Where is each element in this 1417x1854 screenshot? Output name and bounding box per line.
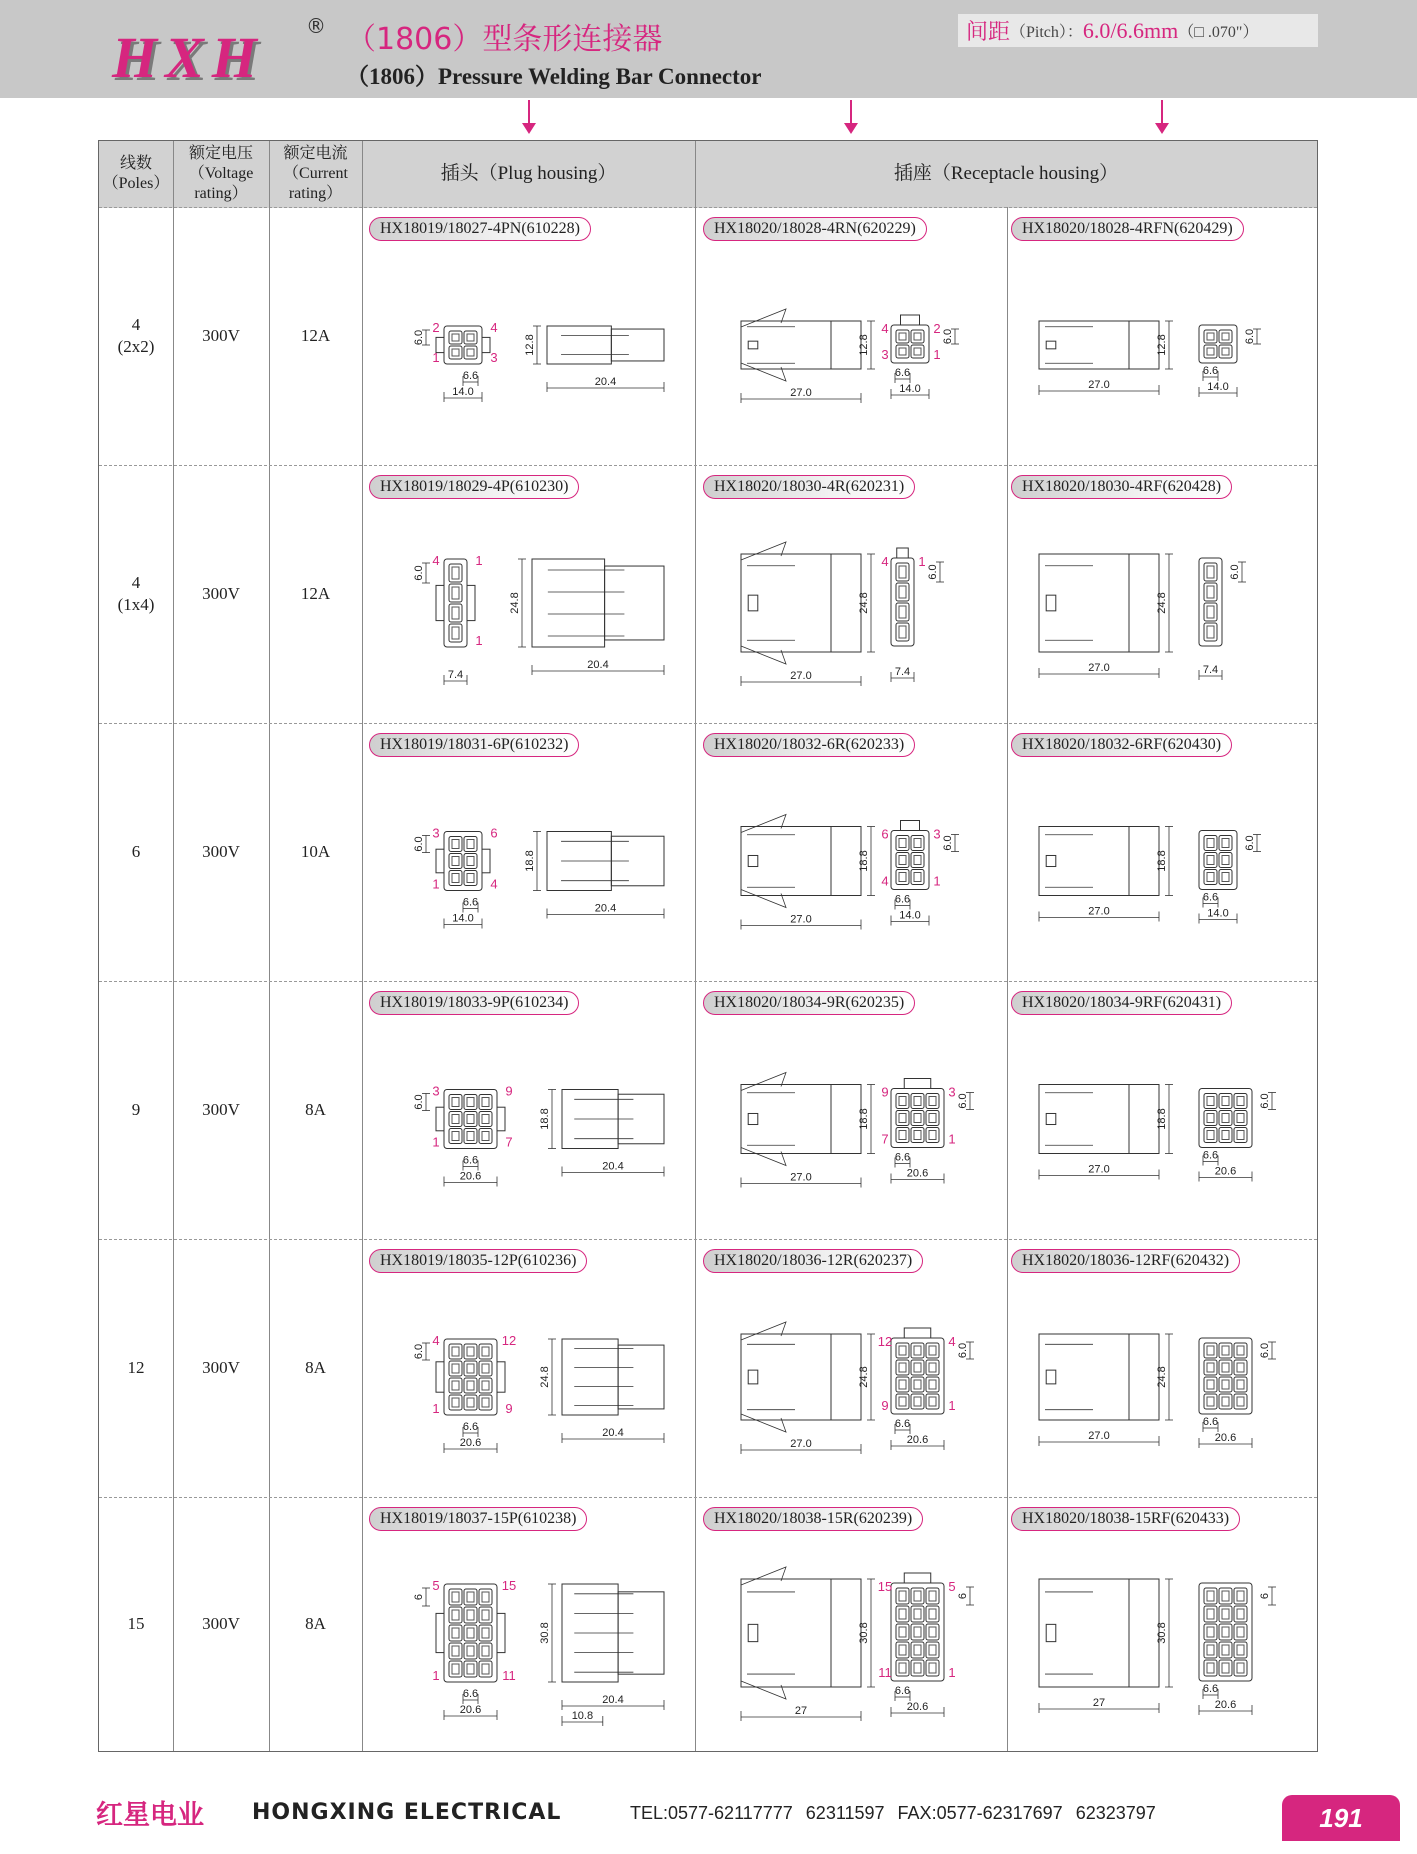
dimension-label: 20.4 — [602, 1694, 624, 1706]
hxh-logo: HXH — [112, 25, 265, 90]
header-current-en: （Current — [283, 165, 348, 182]
dimension-label: 6.0 — [413, 1094, 425, 1110]
title-chinese: （1806）型条形连接器 — [346, 22, 663, 57]
dimension-label: 12.8 — [524, 334, 536, 356]
dimension-label: 18.8 — [539, 1108, 551, 1130]
pin-number: 4 — [490, 876, 498, 892]
pin-number: 1 — [432, 350, 440, 365]
pin-number: 12 — [501, 1333, 517, 1348]
current-cell-value: 8A — [305, 1100, 326, 1119]
voltage-cell-value: 300V — [202, 584, 240, 603]
dimension-label: 6.6 — [894, 1418, 911, 1430]
header-receptacle: 插座（Receptacle housing） — [893, 163, 1119, 184]
header-poles — [99, 141, 173, 207]
column-divider — [362, 141, 363, 1751]
arrow-down-icon — [850, 100, 852, 126]
pin-number: 1 — [432, 876, 440, 892]
current-cell — [269, 723, 362, 981]
dimension-label: 24.8 — [509, 592, 521, 614]
dimension-label: 27 — [794, 1705, 808, 1717]
dimension-label: 6 — [413, 1593, 425, 1601]
dimension-label: 6.0 — [413, 836, 425, 852]
dimension-label: 6.6 — [462, 1421, 479, 1433]
current-cell-value: 12A — [300, 326, 331, 345]
current-cell — [269, 1497, 362, 1751]
footer-contact: TEL:0577-62117777 62311597 FAX:0577-62317697 62323797 — [630, 1803, 1156, 1823]
voltage-cell — [173, 723, 269, 981]
table-header — [99, 141, 1317, 208]
dimension-label: 24.8 — [539, 1366, 551, 1388]
dimension-label: 14.0 — [1207, 907, 1229, 920]
receptacle-flange-drawing — [1009, 251, 1315, 459]
pin-number: 1 — [432, 1401, 440, 1416]
pin-number: 9 — [881, 1398, 889, 1413]
pin-number: 3 — [432, 1083, 440, 1099]
dimension-label: 20.4 — [602, 1427, 624, 1439]
dimension-label: 27.0 — [790, 913, 812, 926]
pin-number: 1 — [948, 1665, 956, 1680]
dimension-label: 14.0 — [899, 909, 921, 922]
receptacle-flange-drawing — [1009, 509, 1315, 717]
plug-part-number: HX18019/18031-6P(610232) — [369, 733, 579, 757]
pitch-box — [958, 14, 1318, 47]
poles-cell — [99, 1497, 173, 1751]
poles-cell — [99, 207, 173, 465]
dimension-label: 27.0 — [1088, 662, 1110, 674]
pin-number: 2 — [933, 321, 941, 336]
receptacle-housing-drawing — [701, 509, 1007, 717]
dimension-label: 6.0 — [1244, 835, 1256, 851]
pin-number: 3 — [490, 350, 498, 365]
voltage-cell-value: 300V — [202, 1614, 240, 1633]
dimension-label: 27.0 — [790, 387, 812, 399]
dimension-label: 6.6 — [462, 370, 479, 382]
pin-number: 1 — [948, 1131, 956, 1147]
voltage-cell — [173, 1497, 269, 1751]
current-cell-value: 12A — [300, 584, 331, 603]
arrow-down-icon — [1161, 100, 1163, 126]
poles-cell-value: 15 — [127, 1614, 145, 1633]
plug-housing-drawing — [374, 1541, 674, 1745]
dimension-label: 30.8 — [1156, 1622, 1168, 1644]
dimension-label: 6.6 — [462, 1154, 479, 1167]
header-current-en2: rating） — [288, 185, 343, 202]
dimension-label: 20.6 — [906, 1434, 929, 1446]
header-voltage-en2: rating） — [194, 185, 248, 202]
header-current-cn: 额定电流 — [283, 145, 348, 162]
pin-number: 4 — [881, 873, 889, 889]
receptacle-housing-drawing — [701, 251, 1007, 459]
dimension-label: 20.4 — [594, 902, 617, 915]
dimension-label: 6.6 — [1202, 1683, 1219, 1695]
footer-brand-en: HONGXING ELECTRICAL — [252, 1800, 562, 1825]
dimension-label: 20.6 — [459, 1170, 482, 1183]
current-cell-value: 10A — [300, 842, 331, 861]
pin-number: 3 — [933, 826, 941, 842]
dimension-label: 7.4 — [447, 669, 464, 681]
receptacle-flange-drawing — [1009, 1025, 1315, 1233]
voltage-cell — [173, 465, 269, 723]
dimension-label: 6.6 — [462, 896, 479, 909]
receptacle-housing-drawing — [701, 767, 1007, 975]
voltage-cell — [173, 981, 269, 1239]
dimension-label: 27.0 — [1088, 1430, 1110, 1442]
dimension-label: 27.0 — [790, 670, 812, 682]
dimension-label: 20.6 — [906, 1167, 929, 1180]
dimension-label: 10.8 — [571, 1710, 594, 1722]
poles-cell-value: 4 — [131, 315, 141, 334]
dimension-label: 20.6 — [1214, 1699, 1237, 1711]
dimension-label: 6.6 — [894, 1151, 911, 1164]
voltage-cell-value: 300V — [202, 1100, 240, 1119]
current-cell — [269, 1239, 362, 1497]
receptacle-flange-drawing — [1009, 767, 1315, 975]
poles-cell-sub: (1x4) — [117, 595, 155, 614]
dimension-label: 6.6 — [894, 893, 911, 906]
header-current — [269, 141, 362, 207]
pin-number: 9 — [505, 1083, 513, 1099]
dimension-label: 18.8 — [858, 850, 870, 872]
dimension-label: 6.0 — [1244, 328, 1256, 345]
column-divider — [1007, 207, 1008, 1751]
pin-number: 9 — [881, 1084, 889, 1100]
pin-number: 5 — [948, 1579, 956, 1594]
receptacle-part-number: HX18020/18030-4R(620231) — [703, 475, 915, 499]
dimension-label: 6.0 — [413, 329, 425, 346]
page-header — [0, 0, 1417, 98]
dimension-label: 6.0 — [927, 564, 939, 580]
dimension-label: 27 — [1092, 1697, 1106, 1709]
dimension-label: 12.8 — [1156, 334, 1168, 356]
dimension-label: 14.0 — [1207, 381, 1229, 393]
page-number: 191 — [1282, 1795, 1400, 1841]
poles-cell — [99, 981, 173, 1239]
dimension-label: 27.0 — [1088, 905, 1110, 918]
dimension-label: 12.8 — [858, 334, 870, 356]
dimension-label: 7.4 — [894, 666, 911, 678]
pin-number: 11 — [878, 1665, 892, 1680]
pin-number: 9 — [505, 1401, 513, 1416]
dimension-label: 6.6 — [1202, 891, 1219, 904]
pin-number: 4 — [881, 321, 889, 336]
dimension-label: 20.6 — [459, 1704, 482, 1716]
pin-number: 4 — [432, 1333, 440, 1348]
registered-mark: ® — [306, 14, 326, 38]
pin-number: 11 — [502, 1668, 516, 1683]
pitch-value: 6.0/6.6mm — [1082, 17, 1179, 43]
dimension-label: 20.4 — [602, 1160, 624, 1173]
pin-number: 7 — [505, 1134, 513, 1150]
dimension-label: 20.6 — [906, 1701, 929, 1713]
receptacle-part-number: HX18020/18028-4RN(620229) — [703, 217, 927, 241]
pin-number: 4 — [490, 320, 498, 335]
dimension-label: 24.8 — [858, 592, 870, 614]
header-voltage-cn: 额定电压 — [188, 145, 253, 162]
receptacle-flange-part-number: HX18020/18034-9RF(620431) — [1011, 991, 1232, 1015]
dimension-label: 6.0 — [413, 1343, 425, 1360]
pin-number: 1 — [933, 347, 941, 362]
dimension-label: 6 — [1259, 1592, 1271, 1600]
pin-number: 4 — [948, 1334, 956, 1349]
dimension-label: 6.6 — [894, 367, 911, 379]
dimension-label: 6.0 — [957, 1342, 969, 1359]
receptacle-part-number: HX18020/18034-9R(620235) — [703, 991, 915, 1015]
poles-cell-value: 4 — [131, 573, 141, 592]
pitch-inch: （□ .070"） — [1178, 24, 1259, 41]
dimension-label: 24.8 — [1156, 1366, 1168, 1388]
current-cell-value: 8A — [305, 1358, 326, 1377]
dimension-label: 6.0 — [957, 1093, 969, 1109]
receptacle-part-number: HX18020/18036-12R(620237) — [703, 1249, 923, 1273]
dimension-label: 20.4 — [587, 659, 609, 671]
pin-number: 3 — [948, 1084, 956, 1100]
header-poles-en: （Poles） — [102, 175, 170, 192]
plug-part-number: HX18019/18035-12P(610236) — [369, 1249, 587, 1273]
dimension-label: 6.0 — [1259, 1342, 1271, 1359]
dimension-label: 18.8 — [524, 850, 536, 872]
pitch-cn: 间距 — [966, 19, 1011, 44]
dimension-label: 30.8 — [539, 1622, 551, 1644]
receptacle-flange-part-number: HX18020/18038-15RF(620433) — [1011, 1507, 1240, 1531]
poles-cell — [99, 465, 173, 723]
pin-number: 4 — [432, 553, 440, 568]
pin-number: 6 — [490, 825, 498, 841]
plug-housing-drawing — [374, 1025, 674, 1233]
dimension-label: 24.8 — [1156, 592, 1168, 614]
receptacle-part-number: HX18020/18032-6R(620233) — [703, 733, 915, 757]
pin-number: 15 — [501, 1578, 517, 1593]
dimension-label: 27.0 — [790, 1171, 812, 1184]
pin-number: 6 — [881, 826, 889, 842]
dimension-label: 27.0 — [790, 1438, 812, 1450]
dimension-label: 30.8 — [858, 1622, 870, 1644]
dimension-label: 27.0 — [1088, 379, 1110, 391]
poles-cell — [99, 723, 173, 981]
dimension-label: 7.4 — [1202, 664, 1219, 676]
header-poles-cn: 线数 — [119, 155, 152, 172]
receptacle-part-number: HX18020/18038-15R(620239) — [703, 1507, 923, 1531]
voltage-cell — [173, 207, 269, 465]
dimension-label: 24.8 — [858, 1366, 870, 1388]
dimension-label: 6.6 — [1202, 1149, 1219, 1162]
receptacle-flange-part-number: HX18020/18032-6RF(620430) — [1011, 733, 1232, 757]
receptacle-flange-drawing — [1009, 1283, 1315, 1491]
dimension-label: 6.6 — [1202, 1416, 1219, 1428]
pin-number: 12 — [877, 1334, 893, 1349]
plug-part-number: HX18019/18037-15P(610238) — [369, 1507, 587, 1531]
dimension-label: 6.6 — [462, 1688, 479, 1700]
dimension-label: 18.8 — [1156, 1108, 1168, 1130]
poles-cell-value: 9 — [131, 1100, 141, 1119]
dimension-label: 6.0 — [942, 835, 954, 851]
dimension-label: 14.0 — [452, 386, 474, 398]
dimension-label: 6 — [957, 1592, 969, 1600]
plug-part-number: HX18019/18029-4P(610230) — [369, 475, 579, 499]
dimension-label: 6.6 — [894, 1685, 911, 1697]
pin-number: 1 — [432, 1668, 440, 1683]
plug-part-number: HX18019/18027-4PN(610228) — [369, 217, 591, 241]
receptacle-flange-part-number: HX18020/18028-4RFN(620429) — [1011, 217, 1244, 241]
voltage-cell-value: 300V — [202, 1358, 240, 1377]
dimension-label: 20.6 — [459, 1437, 482, 1449]
footer-brand-cn: 红星电业 — [96, 1800, 204, 1831]
dimension-label: 6.0 — [1259, 1093, 1271, 1109]
dimension-label: 14.0 — [899, 383, 921, 395]
header-voltage — [173, 141, 269, 207]
plug-part-number: HX18019/18033-9P(610234) — [369, 991, 579, 1015]
poles-cell — [99, 1239, 173, 1497]
dimension-label: 6.0 — [942, 328, 954, 345]
arrow-down-icon — [528, 100, 530, 126]
receptacle-flange-part-number: HX18020/18036-12RF(620432) — [1011, 1249, 1240, 1273]
voltage-cell-value: 300V — [202, 326, 240, 345]
current-cell — [269, 207, 362, 465]
pin-number: 1 — [948, 1398, 956, 1413]
pin-number: 4 — [881, 554, 889, 569]
pin-number: 2 — [432, 320, 440, 335]
pin-number: 3 — [432, 825, 440, 841]
dimension-label: 14.0 — [452, 912, 474, 925]
poles-cell-value: 6 — [131, 842, 141, 861]
voltage-cell-value: 300V — [202, 842, 240, 861]
plug-housing-drawing — [374, 509, 674, 717]
dimension-label: 6.6 — [1202, 365, 1219, 377]
plug-housing-drawing — [374, 767, 674, 975]
pin-number: 3 — [881, 347, 889, 362]
pin-number: 1 — [918, 554, 926, 569]
dimension-label: 20.6 — [1214, 1432, 1237, 1444]
dimension-label: 18.8 — [858, 1108, 870, 1130]
current-cell — [269, 981, 362, 1239]
header-plug: 插头（Plug housing） — [440, 163, 617, 184]
header-voltage-en: （Voltage — [188, 165, 254, 182]
receptacle-flange-part-number: HX18020/18030-4RF(620428) — [1011, 475, 1232, 499]
pin-number: 1 — [475, 553, 483, 568]
pin-number: 1 — [432, 1134, 440, 1150]
column-divider — [695, 141, 696, 1751]
dimension-label: 20.4 — [594, 376, 617, 388]
receptacle-housing-drawing — [701, 1283, 1007, 1491]
dimension-label: 6.0 — [413, 565, 425, 581]
dimension-label: 6.0 — [1229, 564, 1241, 580]
plug-housing-drawing — [374, 251, 674, 459]
receptacle-housing-drawing — [701, 1025, 1007, 1233]
poles-cell-sub: (2x2) — [117, 337, 155, 356]
pitch-label: （Pitch）： — [1010, 24, 1083, 41]
poles-cell-value: 12 — [127, 1358, 145, 1377]
pin-number: 1 — [933, 873, 941, 889]
receptacle-flange-drawing — [1009, 1541, 1315, 1745]
pin-number: 1 — [475, 633, 483, 648]
pin-number: 7 — [881, 1131, 889, 1147]
dimension-label: 18.8 — [1156, 850, 1168, 872]
dimension-label: 20.6 — [1214, 1165, 1237, 1178]
voltage-cell — [173, 1239, 269, 1497]
title-english: （1806）Pressure Welding Bar Connector — [346, 64, 762, 89]
pin-number: 5 — [432, 1578, 440, 1593]
current-cell-value: 8A — [305, 1614, 326, 1633]
receptacle-housing-drawing — [701, 1541, 1007, 1745]
plug-housing-drawing — [374, 1283, 674, 1491]
dimension-label: 27.0 — [1088, 1163, 1110, 1176]
current-cell — [269, 465, 362, 723]
pin-number: 15 — [877, 1579, 893, 1594]
connector-table — [98, 140, 1318, 1752]
